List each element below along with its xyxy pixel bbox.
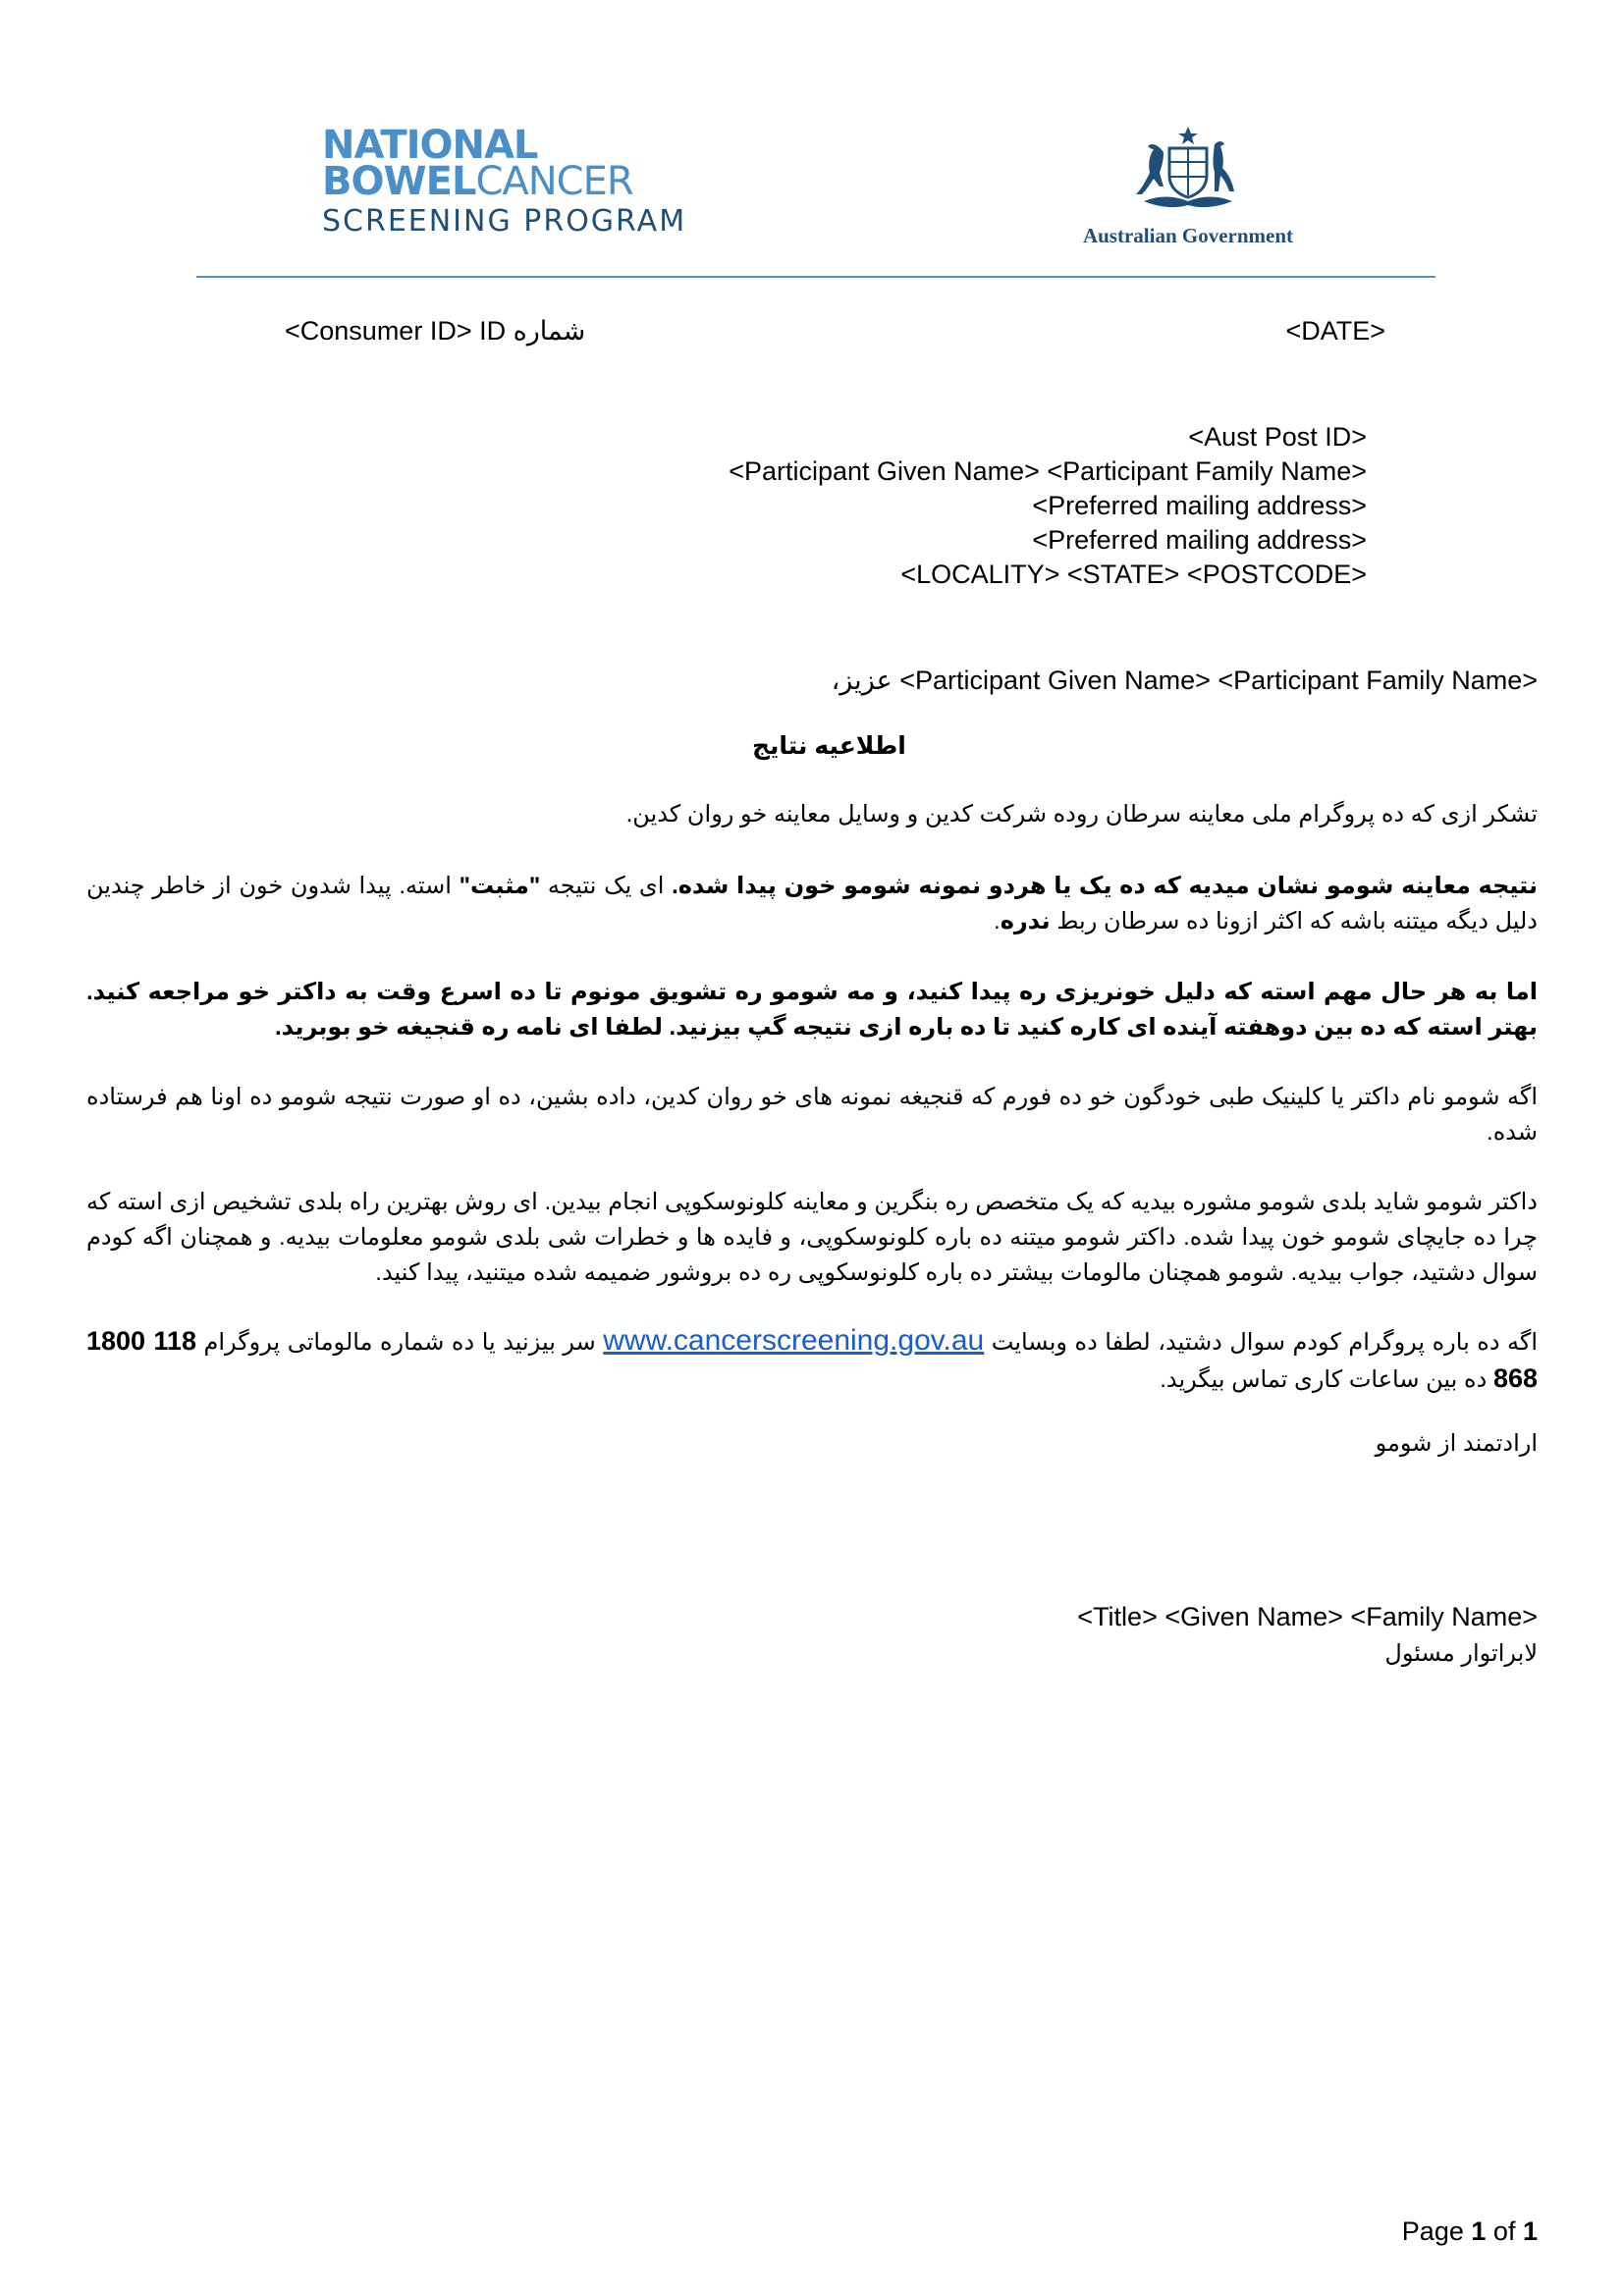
signature-role: لابراتوار مسئول xyxy=(1384,1640,1538,1667)
contact-text-b: سر بیزنید یا ده شماره مالوماتی پروگرام xyxy=(195,1329,604,1356)
contact-text-c: ده بین ساعات کاری تماس بیگرید. xyxy=(1160,1366,1493,1393)
paragraph-action: اما به هر حال مهم استه که دلیل خونریزی ره پیدا کنید، و مه شومو ره تشویق مونوم تا ده اسرع وقت به داکتر خو مراجعه کنید. بهتر استه که ده بین دوهفته آینده ای کاره کنید تا ده باره ازی نتیجه گپ بیزنید. لطفا ای نامه ره قنجیغه خو بوبرید. xyxy=(86,979,1539,1041)
website-link[interactable]: www.cancerscreening.gov.au xyxy=(603,1324,985,1357)
contact-text-a: اگه ده باره پروگرام کودم سوال دشتید، لطفا ده وبسایت xyxy=(984,1329,1538,1356)
paragraph-doctor-copy: اگه شومو نام داکتر یا کلینیک طبی خودگون خو ده فورم که قنجیغه نمونه های خو روان کدین، داده بشین، ده او صورت نتیجه شومو ده اونا هم فرستاده شده. xyxy=(86,1084,1538,1146)
logo-line-2b: CANCER xyxy=(475,159,633,204)
address-block xyxy=(729,420,1367,592)
address-line: <Preferred mailing address> xyxy=(1032,525,1367,555)
result-end: . xyxy=(994,908,1001,934)
page-total: 1 xyxy=(1522,2216,1538,2246)
result-bold: نتیجه معاینه شومو نشان میدیه که ده یک یا هردو نمونه شومو خون پیدا شده. xyxy=(672,873,1538,899)
address-line: <Preferred mailing address> xyxy=(1032,491,1367,520)
result-normal-a: ای یک نتیجه xyxy=(540,873,673,899)
closing: ارادتمند از شومو xyxy=(1375,1430,1538,1457)
coat-of-arms-icon xyxy=(1124,123,1252,216)
salutation-name: <Participant Given Name> <Participant Family Name> xyxy=(899,666,1538,695)
paragraph-thanks: تشکر ازی که ده پروگرام ملی معاینه سرطان روده شرکت کدین و وسایل معاینه خو روان کدین. xyxy=(625,801,1538,828)
paragraph-colonoscopy: داکتر شومو شاید بلدی شومو مشوره بیدیه که یک متخصص ره بنگرین و معاینه کلونوسکوپی انجام بیدین. ای روش بهترین راه بلدی تشخیص ازی استه که چرا ده جایچای شومو خون پیدا شده. داکتر شومو میتنه ده باره کلونوسکوپی، و فایده ها و خطرات شی بلدی شومو معلومات بیدیه. و همچنان اگه کودم سوال دشتید، جواب بیدیه. شومو همچنان مالومات بیشتر ده باره کلونوسکوپی ره ده بروشور ضمیمه شده میتنید، پیدا کنید. xyxy=(86,1189,1538,1286)
page-word: Page xyxy=(1401,2216,1464,2246)
of-word: of xyxy=(1492,2216,1516,2246)
consumer-id: <Consumer ID> ID شماره xyxy=(285,316,586,346)
logo-line-1: NATIONAL xyxy=(322,123,538,168)
salutation-word: عزیز، xyxy=(831,666,893,695)
address-line: <Aust Post ID> xyxy=(1188,422,1367,452)
logo-line-3: SCREENING PROGRAM xyxy=(322,204,687,239)
address-line: <Participant Given Name> <Participant Family Name> xyxy=(729,456,1367,486)
phone-number: 1800 118 868 xyxy=(86,1326,1538,1393)
logo-line-2 xyxy=(322,159,686,204)
paragraph-contact xyxy=(86,1323,1538,1398)
result-positive: "مثبت" xyxy=(459,873,541,899)
address-line: <LOCALITY> <STATE> <POSTCODE> xyxy=(900,560,1367,589)
header-divider xyxy=(196,276,1435,278)
salutation xyxy=(832,664,1538,698)
signature-name: <Title> <Given Name> <Family Name> xyxy=(1077,1602,1538,1631)
logo-line-2a: BOWEL xyxy=(322,159,476,204)
government-logo xyxy=(1060,123,1316,248)
subject-heading: اطلاعیه نتایج xyxy=(752,732,906,760)
page-current: 1 xyxy=(1471,2216,1487,2246)
result-normal-b: استه. پیدا شدون خون از خاطر چندین دلیل دیگه میتنه باشه که اکثر ازونا ده سرطان ربط xyxy=(86,873,1538,934)
result-bold-end: ندره xyxy=(1000,908,1051,934)
program-logo xyxy=(322,123,687,239)
page-number xyxy=(1402,2215,1538,2249)
paragraph-result xyxy=(86,869,1538,939)
government-name: Australian Government xyxy=(1082,224,1294,247)
letter-date: <DATE> xyxy=(1285,316,1385,346)
